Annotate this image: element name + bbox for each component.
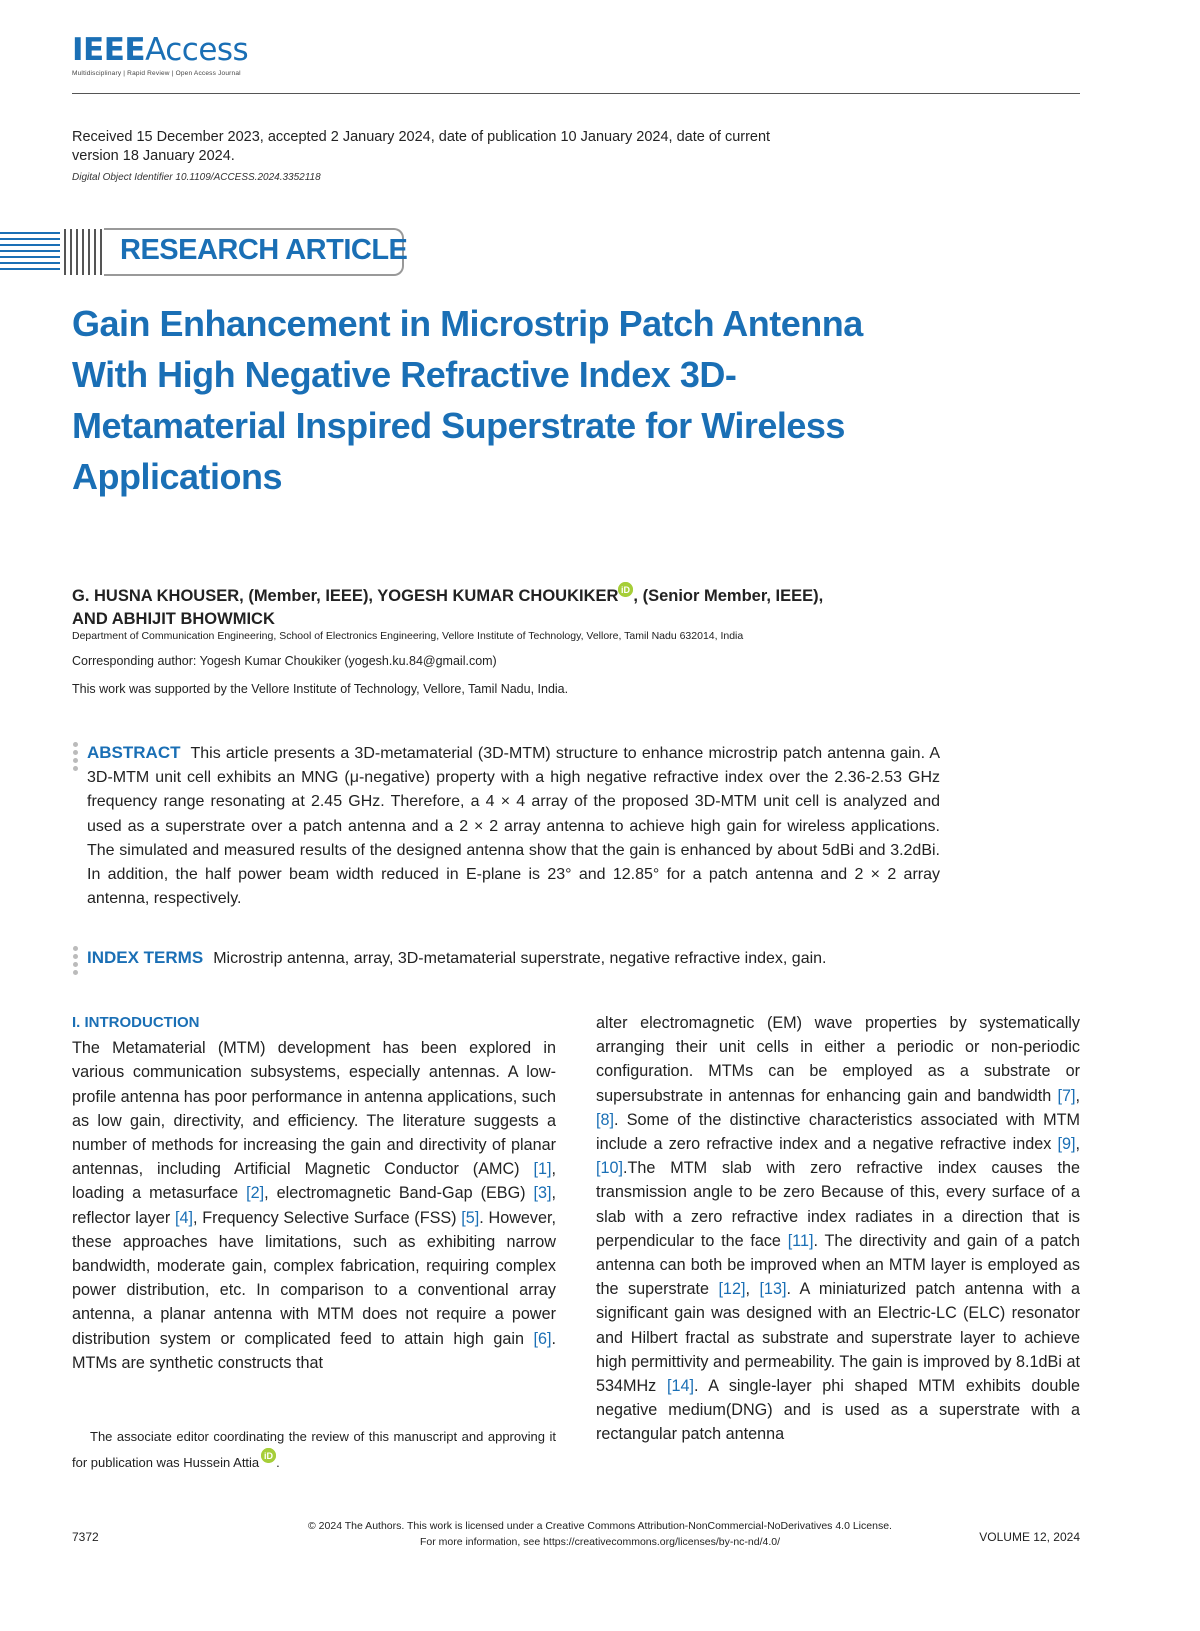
logo-tagline: Multidisciplinary | Rapid Review | Open Access Journal: [72, 70, 241, 77]
index-terms-label: INDEX TERMS: [87, 948, 204, 967]
citation-link[interactable]: [12]: [718, 1280, 746, 1299]
footnote-text: The associate editor coordinating the review of this manuscript and approving it for publication was Hussein Attia: [72, 1429, 556, 1470]
intro-text: ,: [1075, 1086, 1080, 1105]
citation-link[interactable]: [9]: [1057, 1135, 1076, 1154]
citation-link[interactable]: [2]: [246, 1184, 265, 1203]
citation-link[interactable]: [3]: [533, 1184, 552, 1203]
citation-link[interactable]: [8]: [596, 1110, 614, 1129]
intro-text: ,: [1075, 1135, 1080, 1154]
intro-text: . However, these approaches have limitations, such as exhibiting narrow bandwidth, moderate gain, complex fabrication, requiring complex power distribution, etc. In comparison to a conventional array antenna, a planar antenna with MTM does not require a power distribution system or complicated feed to attain high gain: [72, 1208, 556, 1348]
citation-link[interactable]: [1]: [533, 1160, 552, 1179]
authors-line1: G. HUSNA KHOUSER, (Member, IEEE), YOGESH KUMAR CHOUKIKER: [72, 587, 619, 605]
intro-column-left: [72, 1011, 556, 1375]
orcid-icon[interactable]: [261, 1448, 276, 1463]
intro-text: , Frequency Selective Surface (FSS): [193, 1208, 462, 1227]
citation-link[interactable]: [7]: [1057, 1086, 1076, 1105]
abstract-marker: [73, 742, 81, 774]
svg-text:iD: iD: [264, 1451, 274, 1461]
citation-link[interactable]: [11]: [787, 1231, 814, 1250]
license-link[interactable]: For more information, see https://creativecommons.org/licenses/by-nc-nd/4.0/: [419, 1536, 781, 1548]
header-divider: [72, 93, 1080, 94]
citation-link[interactable]: [14]: [666, 1377, 694, 1396]
citation-link[interactable]: [4]: [175, 1208, 193, 1227]
intro-text: ,: [745, 1280, 760, 1299]
section-heading-introduction: I. INTRODUCTION: [72, 1014, 200, 1031]
paper-title: Gain Enhancement in Microstrip Patch Antenna With High Negative Refractive Index 3D-Metamaterial Inspired Superstrate for Wireless Applications: [72, 303, 863, 497]
authors-line1-cont: , (Senior Member, IEEE),: [633, 587, 824, 605]
intro-column-right: [596, 1011, 1080, 1447]
index-terms: [87, 946, 940, 971]
license-footer: [200, 1518, 1000, 1550]
funding-note: This work was supported by the Vellore Institute of Technology, Vellore, Tamil Nadu, India.: [72, 682, 569, 696]
abstract-label: ABSTRACT: [87, 743, 181, 762]
intro-text: . MTMs are synthetic constructs that: [72, 1329, 556, 1372]
received-dates: Received 15 December 2023, accepted 2 January 2024, date of publication 10 January 2024, date of current version 18 January 2024.: [72, 129, 771, 164]
author-list: [72, 582, 972, 631]
intro-text: The Metamaterial (MTM) development has been explored in various communication subsystems, especially antennas. A low-profile antenna has poor performance in antenna applications, such as low gain, directivity, and efficiency. The literature suggests a number of methods for increasing the gain and directivity of planar antennas, including Artificial Magnetic Conductor (AMC): [72, 1039, 556, 1179]
volume-label: VOLUME 12, 2024: [979, 1530, 1080, 1544]
index-terms-text: Microstrip antenna, array, 3D-metamaterial superstrate, negative refractive index, gain.: [213, 950, 827, 967]
doi: Digital Object Identifier 10.1109/ACCESS.2024.3352118: [72, 172, 321, 183]
logo-access: Access: [145, 32, 249, 68]
abstract: [87, 741, 940, 911]
logo-ieee: IEEE: [72, 32, 146, 68]
affiliation: Department of Communication Engineering, School of Electronics Engineering, Vellore Institute of Technology, Vellore, Tamil Nadu 632014, India: [72, 630, 744, 642]
intro-text: , electromagnetic Band-Gap (EBG): [264, 1184, 534, 1203]
intro-text: . A single-layer phi shaped MTM exhibits double negative medium(DNG) and is used as a superstrate with a rectangular patch antenna: [596, 1377, 1080, 1444]
citation-link[interactable]: [6]: [533, 1329, 552, 1348]
intro-text: . A miniaturized patch antenna with a significant gain was designed with an Electric-LC (ELC) resonator and Hilbert fractal as substrate and superstrate layer to achieve high permittivity and permeability. The gain is improved by 8.1dBi at 534MHz: [596, 1280, 1080, 1396]
corresponding-author: Corresponding author: Yogesh Kumar Choukiker (yogesh.ku.84@gmail.com): [72, 654, 497, 668]
intro-text: . The directivity and gain of a patch antenna can both be improved when an MTM layer is employed as the superstrate: [596, 1231, 1080, 1299]
intro-text: alter electromagnetic (EM) wave properties by systematically arranging their unit cells in either a periodic or non-periodic configuration. MTMs can be employed as a substrate or supersubstrate in antennas for enhancing gain and bandwidth: [596, 1014, 1080, 1105]
license-text: © 2024 The Authors. This work is licensed under a Creative Commons Attribution-NonCommercial-NoDerivatives 4.0 License.: [308, 1520, 892, 1532]
intro-text: .The MTM slab with zero refractive index causes the transmission angle to be zero Because of this, every surface of a slab with a zero refractive index radiates in a direction that is perpendicular to the face: [596, 1159, 1080, 1250]
article-type-banner: RESEARCH ARTICLE: [120, 234, 408, 266]
citation-link[interactable]: [10]: [596, 1159, 624, 1178]
abstract-text: This article presents a 3D-metamaterial (3D-MTM) structure to enhance microstrip patch antenna gain. A 3D-MTM unit cell exhibits an MNG (μ-negative) property with a high negative refractive index over the 2.36-2.53 GHz frequency range resonating at 2.45 GHz. Therefore, a 4 × 4 array of the proposed 3D-MTM unit cell is analyzed and used as a superstrate over a patch antenna and a 2 × 2 array antenna to achieve high gain for wireless applications. The simulated and measured results of the designed antenna show that the gain is enhanced by about 5dBi and 3.2dBi. In addition, the half power beam width reduced in E-plane is 23° and 12.85° for a patch antenna and 2 × 2 array antenna, respectively.: [87, 745, 940, 908]
intro-text: , reflector layer: [72, 1184, 557, 1227]
index-terms-marker: [73, 946, 81, 978]
citation-link[interactable]: [5]: [461, 1208, 480, 1227]
intro-text: . Some of the distinctive characteristics associated with MTM include a zero refractive index and a negative refractive index: [596, 1110, 1080, 1154]
page-number: 7372: [72, 1530, 99, 1544]
citation-link[interactable]: [13]: [759, 1280, 787, 1299]
journal-logo: [72, 32, 248, 77]
editor-footnote: The associate editor coordinating the review of this manuscript and approving it for publication was Hussein Attia iD .: [72, 1429, 556, 1470]
authors-line2: AND ABHIJIT BHOWMICK: [72, 610, 275, 628]
svg-text:iD: iD: [621, 585, 631, 595]
orcid-icon[interactable]: [618, 582, 633, 597]
intro-text: , loading a metasurface: [72, 1160, 556, 1203]
banner-stripes: [0, 229, 103, 275]
